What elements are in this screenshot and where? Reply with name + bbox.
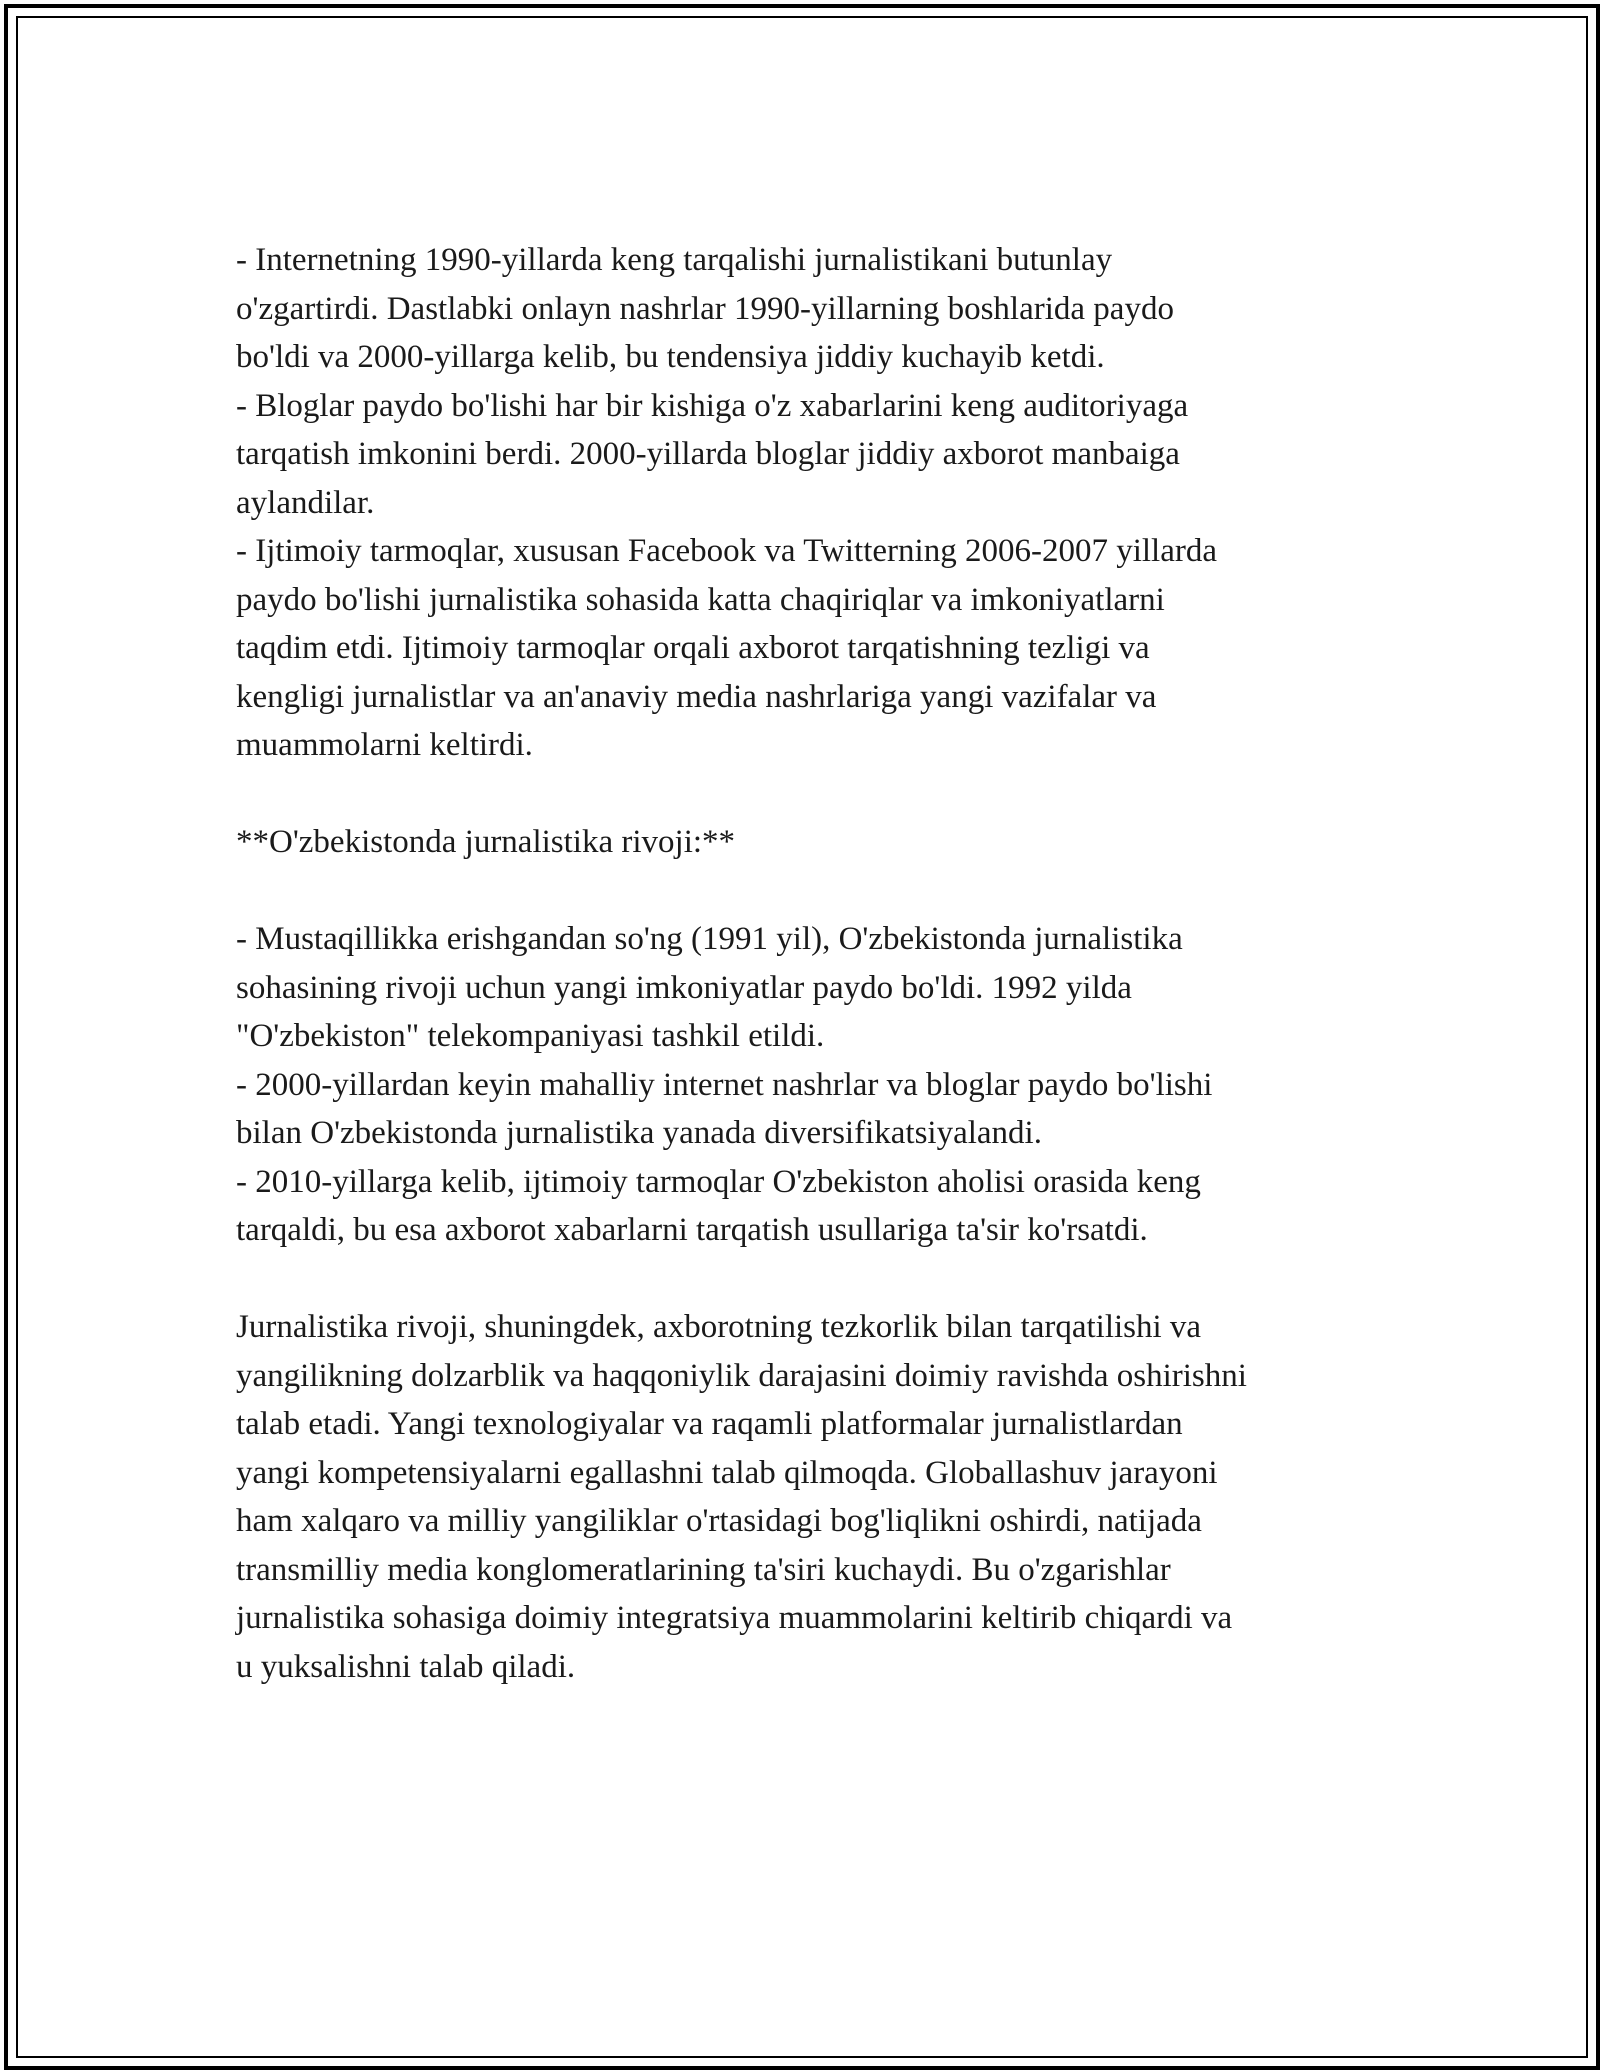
- text-line: ham xalqaro va milliy yangiliklar o'rtasidagi bog'liqlikni oshirdi, natijada: [236, 1503, 1202, 1539]
- text-line: tarqaldi, bu esa axborot xabarlarni tarqatish usullariga ta'sir ko'rsatdi.: [236, 1212, 1148, 1248]
- text-line: paydo bo'lishi jurnalistika sohasida katta chaqiriqlar va imkoniyatlarni: [236, 581, 1165, 618]
- text-line: yangilikning dolzarblik va haqqoniylik darajasini doimiy ravishda oshirishni: [236, 1357, 1247, 1394]
- text-line: Jurnalistika rivoji, shuningdek, axborotning tezkorlik bilan tarqatilishi va: [236, 1309, 1202, 1345]
- text-line: - 2000-yillardan keyin mahalliy internet nashrlar va bloglar paydo bo'lishi: [236, 1066, 1213, 1103]
- text-line: bo'ldi va 2000-yillarga kelib, bu tendensiya jiddiy kuchayib ketdi.: [236, 339, 1105, 375]
- text-line: talab etadi. Yangi texnologiyalar va raqamli platformalar jurnalistlardan: [236, 1406, 1183, 1442]
- text-line: - Ijtimoiy tarmoqlar, xususan Facebook va Twitterning 2006-2007 yillarda: [236, 533, 1217, 569]
- text-line: transmilliy media konglomeratlarining ta'siri kuchaydi. Bu o'zgarishlar: [236, 1551, 1171, 1588]
- text-line: muammolarni keltirdi.: [236, 727, 533, 763]
- text-line: - 2010-yillarga kelib, ijtimoiy tarmoqlar O'zbekiston aholisi orasida keng: [236, 1163, 1201, 1200]
- blank-line: [236, 1255, 1396, 1304]
- text-line: bilan O'zbekistonda jurnalistika yanada diversifikatsiyalandi.: [236, 1115, 1042, 1151]
- text-line: tarqatish imkonini berdi. 2000-yillarda bloglar jiddiy axborot manbaiga: [236, 436, 1180, 472]
- text-line: kengligi jurnalistlar va an'anaviy media nashrlariga yangi vazifalar va: [236, 678, 1157, 715]
- text-line: "O'zbekiston" telekompaniyasi tashkil etildi.: [236, 1018, 825, 1054]
- section-heading: **O'zbekistonda jurnalistika rivoji:**: [236, 824, 736, 860]
- text-line: taqdim etdi. Ijtimoiy tarmoqlar orqali axborot tarqatishning tezligi va: [236, 630, 1150, 666]
- text-line: - Internetning 1990-yillarda keng tarqalishi jurnalistikani butunlay: [236, 242, 1113, 278]
- text-line: - Mustaqillikka erishgandan so'ng (1991 yil), O'zbekistonda jurnalistika: [236, 921, 1183, 957]
- blank-line: [236, 770, 1396, 819]
- text-line: - Bloglar paydo bo'lishi har bir kishiga o'z xabarlarini keng auditoriyaga: [236, 387, 1189, 424]
- text-line: u yuksalishni talab qiladi.: [236, 1648, 576, 1685]
- text-line: yangi kompetensiyalarni egallashni talab qilmoqda. Globallashuv jarayoni: [236, 1454, 1218, 1491]
- text-line: aylandilar.: [236, 484, 375, 521]
- text-line: o'zgartirdi. Dastlabki onlayn nashrlar 1990-yillarning boshlarida paydo: [236, 290, 1174, 327]
- text-line: jurnalistika sohasiga doimiy integratsiya muammolarini keltirib chiqardi va: [236, 1600, 1233, 1636]
- document-body: [236, 236, 1396, 1691]
- text-line: sohasining rivoji uchun yangi imkoniyatlar paydo bo'ldi. 1992 yilda: [236, 969, 1132, 1006]
- blank-line: [236, 867, 1396, 916]
